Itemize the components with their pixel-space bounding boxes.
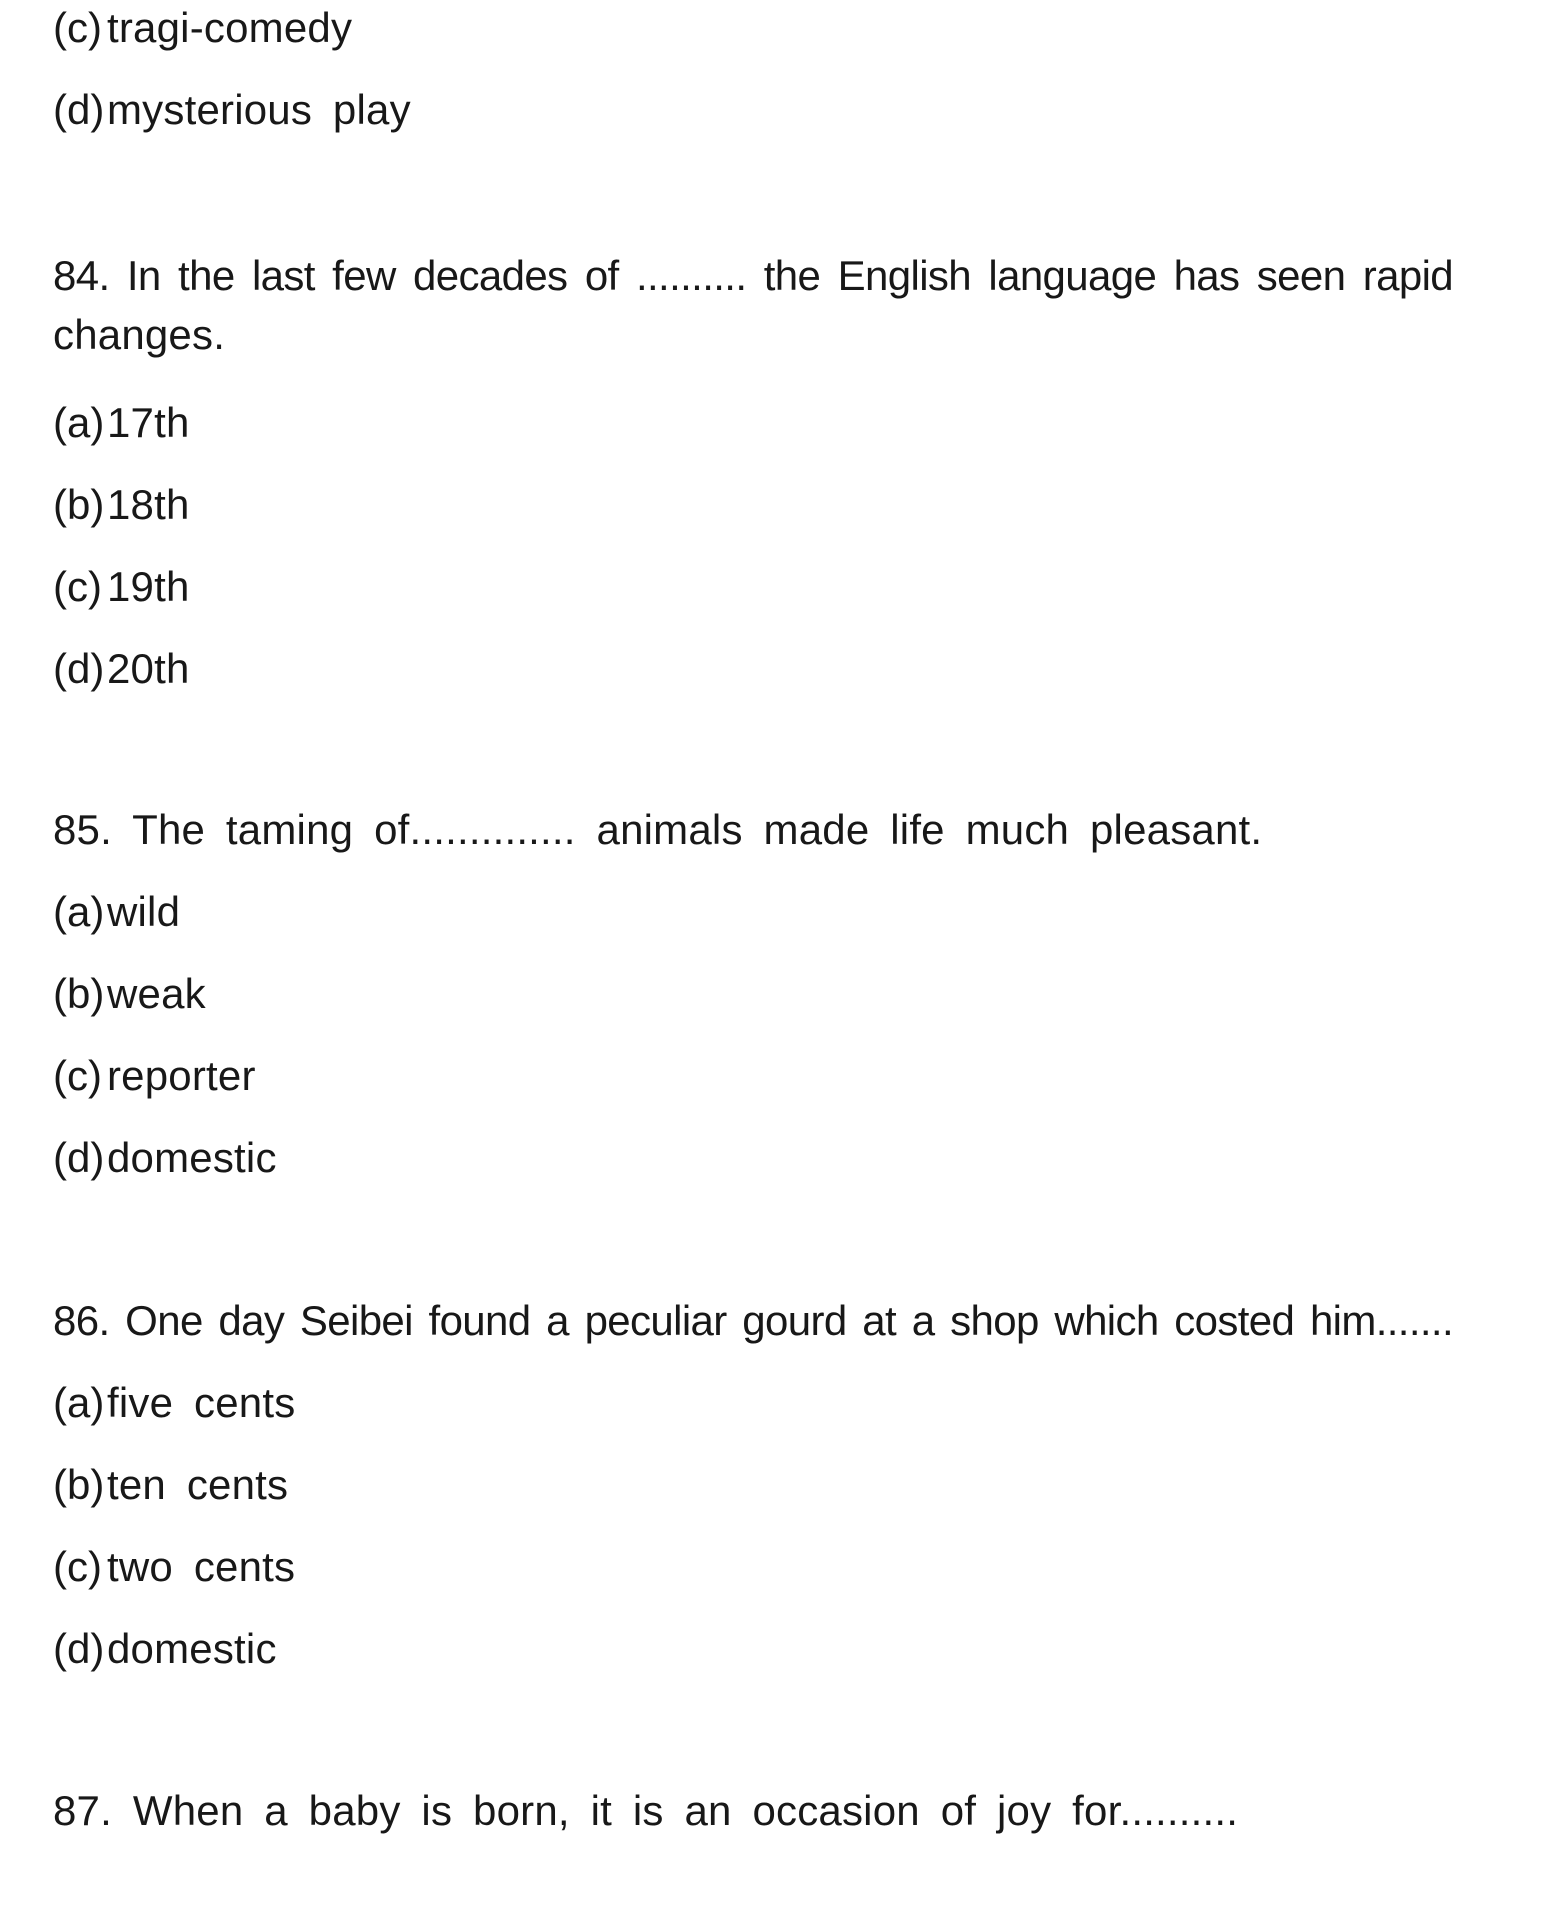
option-row: [53, 1052, 1453, 1099]
option-label: (c): [53, 1052, 102, 1099]
option-label: (a): [53, 888, 105, 935]
option-text: domestic: [107, 1134, 277, 1181]
option-label: (d): [53, 1625, 105, 1672]
option-row: [53, 888, 1453, 935]
option-text: reporter: [107, 1052, 256, 1099]
question-86-stem: 86. One day Seibei found a peculiar gourd at a shop which costed him.......: [53, 1297, 1453, 1344]
question-87-stem: 87. When a baby is born, it is an occasion of joy for..........: [53, 1787, 1239, 1834]
option-text: 17th: [107, 399, 190, 446]
option-row: [53, 399, 1453, 446]
option-label: (a): [53, 1379, 105, 1426]
option-text: domestic: [107, 1625, 277, 1672]
question-85-stem: 85. The taming of.............. animals made life much pleasant.: [53, 806, 1263, 853]
option-row: [53, 481, 1453, 528]
option-row: [53, 1379, 1453, 1426]
option-label: (c): [53, 4, 102, 51]
question-84-stem-line1: 84. In the last few decades of .......... the English language has seen rapid: [53, 252, 1453, 299]
option-text: weak: [107, 970, 206, 1017]
option-label: (b): [53, 481, 105, 528]
option-label: (b): [53, 970, 105, 1017]
option-row: [53, 4, 1453, 51]
option-label: (c): [53, 563, 102, 610]
option-text: mysterious play: [107, 86, 411, 133]
option-row: [53, 1625, 1453, 1672]
option-label: (a): [53, 399, 105, 446]
option-row: [53, 970, 1453, 1017]
option-row: [53, 1134, 1453, 1181]
option-row: [53, 1543, 1453, 1590]
option-label: (d): [53, 86, 105, 133]
option-text: tragi-comedy: [107, 4, 353, 51]
option-label: (d): [53, 1134, 105, 1181]
option-text: wild: [107, 888, 181, 935]
option-text: 19th: [107, 563, 190, 610]
option-label: (d): [53, 645, 105, 692]
option-text: two cents: [107, 1543, 296, 1590]
option-text: 20th: [107, 645, 190, 692]
option-text: five cents: [107, 1379, 296, 1426]
option-label: (b): [53, 1461, 105, 1508]
option-row: [53, 1461, 1453, 1508]
question-84-stem-line2: changes.: [53, 311, 226, 358]
option-row: [53, 563, 1453, 610]
option-row: [53, 645, 1453, 692]
option-text: ten cents: [107, 1461, 289, 1508]
option-text: 18th: [107, 481, 190, 528]
option-row: [53, 86, 1453, 133]
option-label: (c): [53, 1543, 102, 1590]
